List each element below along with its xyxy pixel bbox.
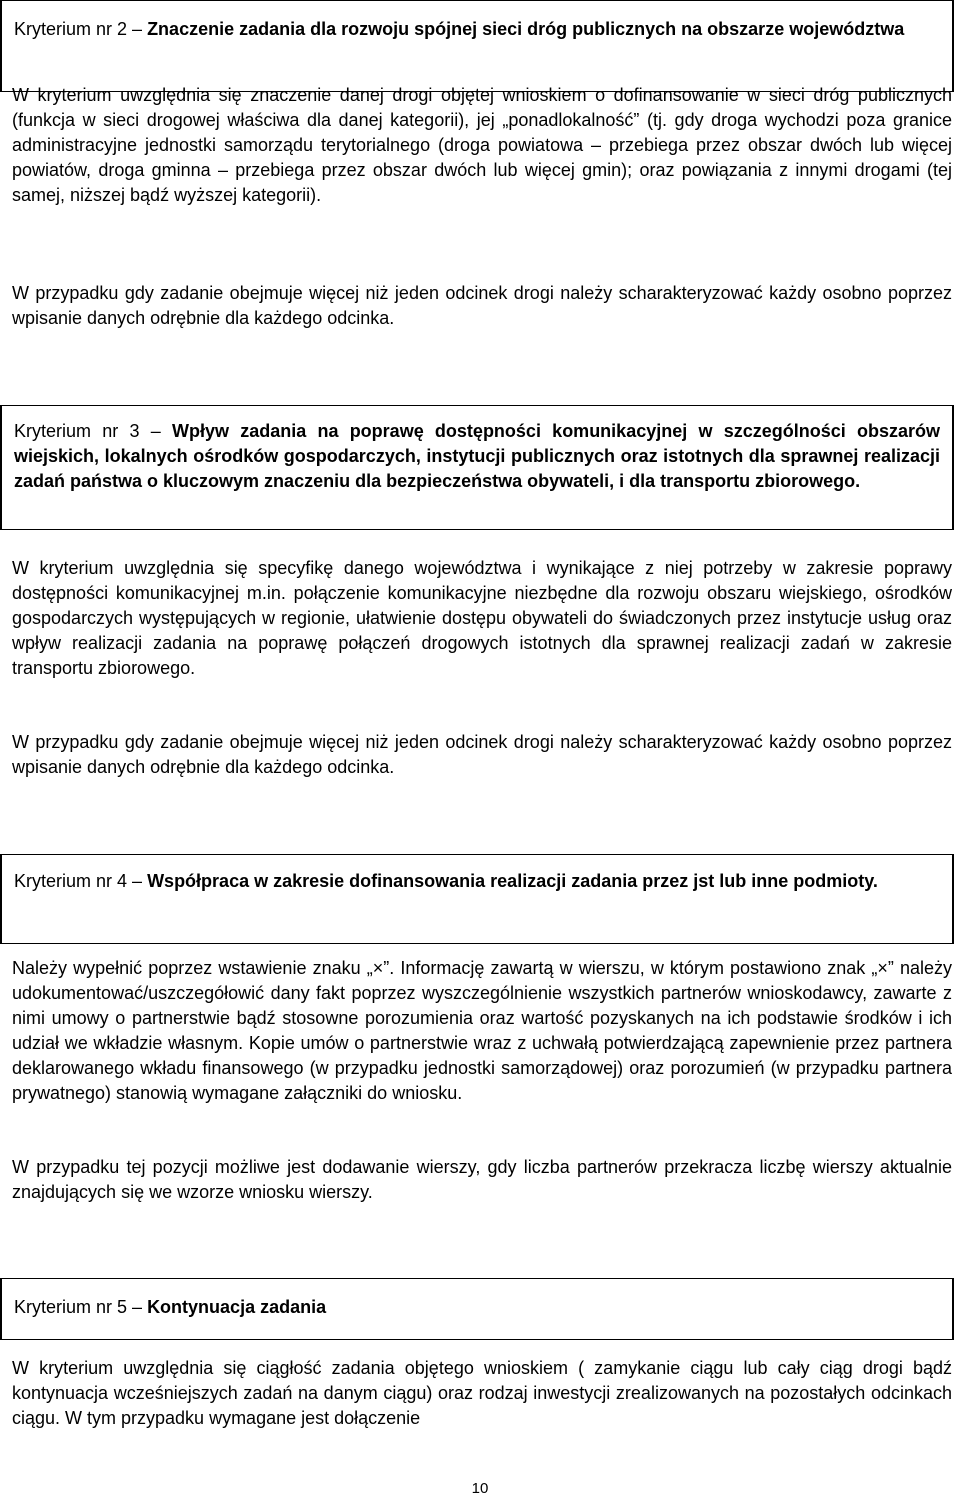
criterion-3-box [0, 405, 954, 530]
criterion-4-box [0, 854, 954, 944]
criterion-2-title: Znaczenie zadania dla rozwoju spójnej sieci dróg publicznych na obszarze województwa [147, 19, 905, 39]
criterion-2-paragraph-2: W przypadku gdy zadanie obejmuje więcej niż jeden odcinek drogi należy scharakteryzować każdy osobno poprzez wpisanie danych odrębnie dla każdego odcinka. [12, 283, 952, 328]
criterion-5-paragraph-1: W kryterium uwzględnia się ciągłość zadania objętego wnioskiem ( zamykanie ciągu lub cały ciąg drogi bądź kontynuacja wcześniejszych zadań na danym ciągu) oraz rodzaj inwestycji zrealizowanych na pozostałych odcinkach ciągu. W tym przypadku wymagane jest dołączenie [12, 1358, 952, 1428]
criterion-2-paragraph-1: W kryterium uwzględnia się znaczenie danej drogi objętej wnioskiem o dofinansowanie w sieci dróg publicznych (funkcja w sieci drogowej właściwa dla danej kategorii), jej „ponadlokalność” (tj. gdy droga wychodzi poza granice administracyjne jednostki samorządu terytorialnego (droga powiatowa – przebiega przez obszar dwóch lub więcej powiatów, droga gminna – przebiega przez obszar dwóch lub więcej gmin); oraz powiązania z innymi drogami (tej samej, niższej bądź wyższej kategorii). [12, 85, 952, 205]
criterion-4-paragraph-2: W przypadku tej pozycji możliwe jest dodawanie wierszy, gdy liczba partnerów przekracza liczbę wierszy aktualnie znajdujących się we wzorze wniosku wierszy. [12, 1157, 952, 1202]
criterion-4-label: Kryterium nr 4 – [14, 871, 143, 891]
criterion-4-title: Współpraca w zakresie dofinansowania realizacji zadania przez jst lub inne podmioty. [147, 871, 878, 891]
criterion-5-box [0, 1278, 954, 1340]
criterion-5-title: Kontynuacja zadania [147, 1297, 327, 1317]
criterion-3-label: Kryterium nr 3 – [14, 421, 161, 441]
criterion-5-label: Kryterium nr 5 – [14, 1297, 143, 1317]
criterion-3-paragraph-2: W przypadku gdy zadanie obejmuje więcej niż jeden odcinek drogi należy scharakteryzować każdy osobno poprzez wpisanie danych odrębnie dla każdego odcinka. [12, 732, 952, 777]
criterion-2-label: Kryterium nr 2 – [14, 19, 143, 39]
page-number: 10 [471, 1480, 489, 1497]
criterion-4-paragraph-1: Należy wypełnić poprzez wstawienie znaku „×”. Informację zawartą w wierszu, w którym postawiono znak „×” należy udokumentować/uszczegółowić dany fakt poprzez wyszczególnienie wszystkich partnerów wnioskodawcy, zawarte z nimi umowy o partnerstwie bądź stosowne porozumienia oraz wartość pozyskanych na ich podstawie środków i ich udział we wkładzie własnym. Kopie umów o partnerstwie wraz z uchwałą potwierdzającą zapewnienie przez partnera deklarowanego wkładu finansowego (w przypadku jednostki samorządowej) oraz porozumień (w przypadku partnera prywatnego) stanowią wymagane załączniki do wniosku. [12, 958, 952, 1103]
criterion-3-paragraph-1: W kryterium uwzględnia się specyfikę danego województwa i wynikające z niej potrzeby w zakresie poprawy dostępności komunikacyjnej m.in. połączenie komunikacyjne niezbędne dla rozwoju obszaru wiejskiego, ośrodków gospodarczych występujących w regionie, ułatwienie dostępu obywateli do świadczonych przez instytucje usług oraz wpływ realizacji zadania na poprawę połączeń drogowych istotnych dla sprawnej realizacji zadań w zakresie transportu zbiorowego. [12, 558, 952, 678]
criterion-2-box [0, 0, 954, 92]
criterion-3-title: Wpływ zadania na poprawę dostępności komunikacyjnej w szczególności obszarów wiejskich, lokalnych ośrodków gospodarczych, instytucji publicznych oraz istotnych dla sprawnej realizacji zadań państwa o kluczowym znaczeniu dla bezpieczeństwa obywateli, i dla transportu zbiorowego. [14, 421, 940, 491]
